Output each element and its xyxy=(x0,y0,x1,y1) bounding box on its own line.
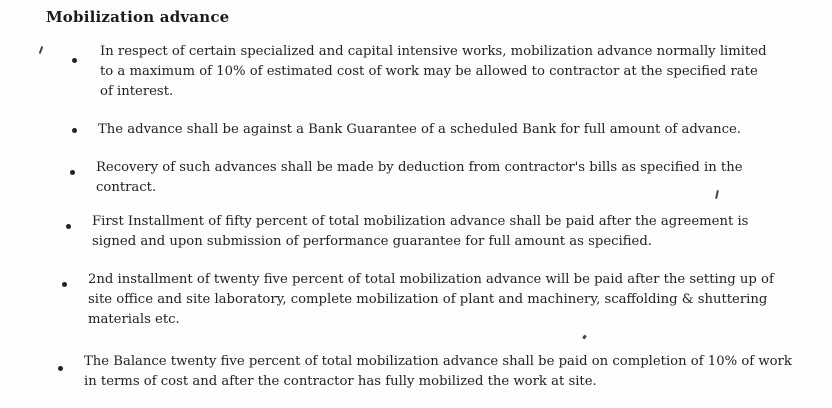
bullet-item: The advance shall be against a Bank Guarantee of a scheduled Bank for full amount of advance. xyxy=(98,122,741,137)
bullet-item: The Balance twenty five percent of total mobilization advance shall be paid on completion of 10% of work in terms of cost and after the contractor has fully mobilized the work at site. xyxy=(84,354,792,389)
bullet-item: In respect of certain specialized and capital intensive works, mobilization advance normally limited to a maximum of 10% of estimated cost of work may be allowed to contractor at the specified rate of interest. xyxy=(100,44,767,99)
bullet-marker xyxy=(58,366,63,371)
section-heading: Mobilization advance xyxy=(46,8,230,26)
bullet-marker xyxy=(72,128,77,133)
bullet-marker xyxy=(70,170,75,175)
bullet-marker xyxy=(62,282,67,287)
bullet-item: Recovery of such advances shall be made by deduction from contractor's bills as specified in the contract. xyxy=(96,160,743,195)
bullet-marker xyxy=(72,58,77,63)
bullet-marker xyxy=(66,224,71,229)
bullet-item: First Installment of fifty percent of total mobilization advance shall be paid after the agreement is signed and upon submission of performance guarantee for full amount as specified. xyxy=(92,214,749,249)
scan-mark xyxy=(582,335,587,340)
bullet-item: 2nd installment of twenty five percent of total mobilization advance will be paid after the setting up of site office and site laboratory, complete mobilization of plant and machinery, scaffolding & shuttering materials etc. xyxy=(88,272,774,327)
scan-mark xyxy=(39,46,44,54)
